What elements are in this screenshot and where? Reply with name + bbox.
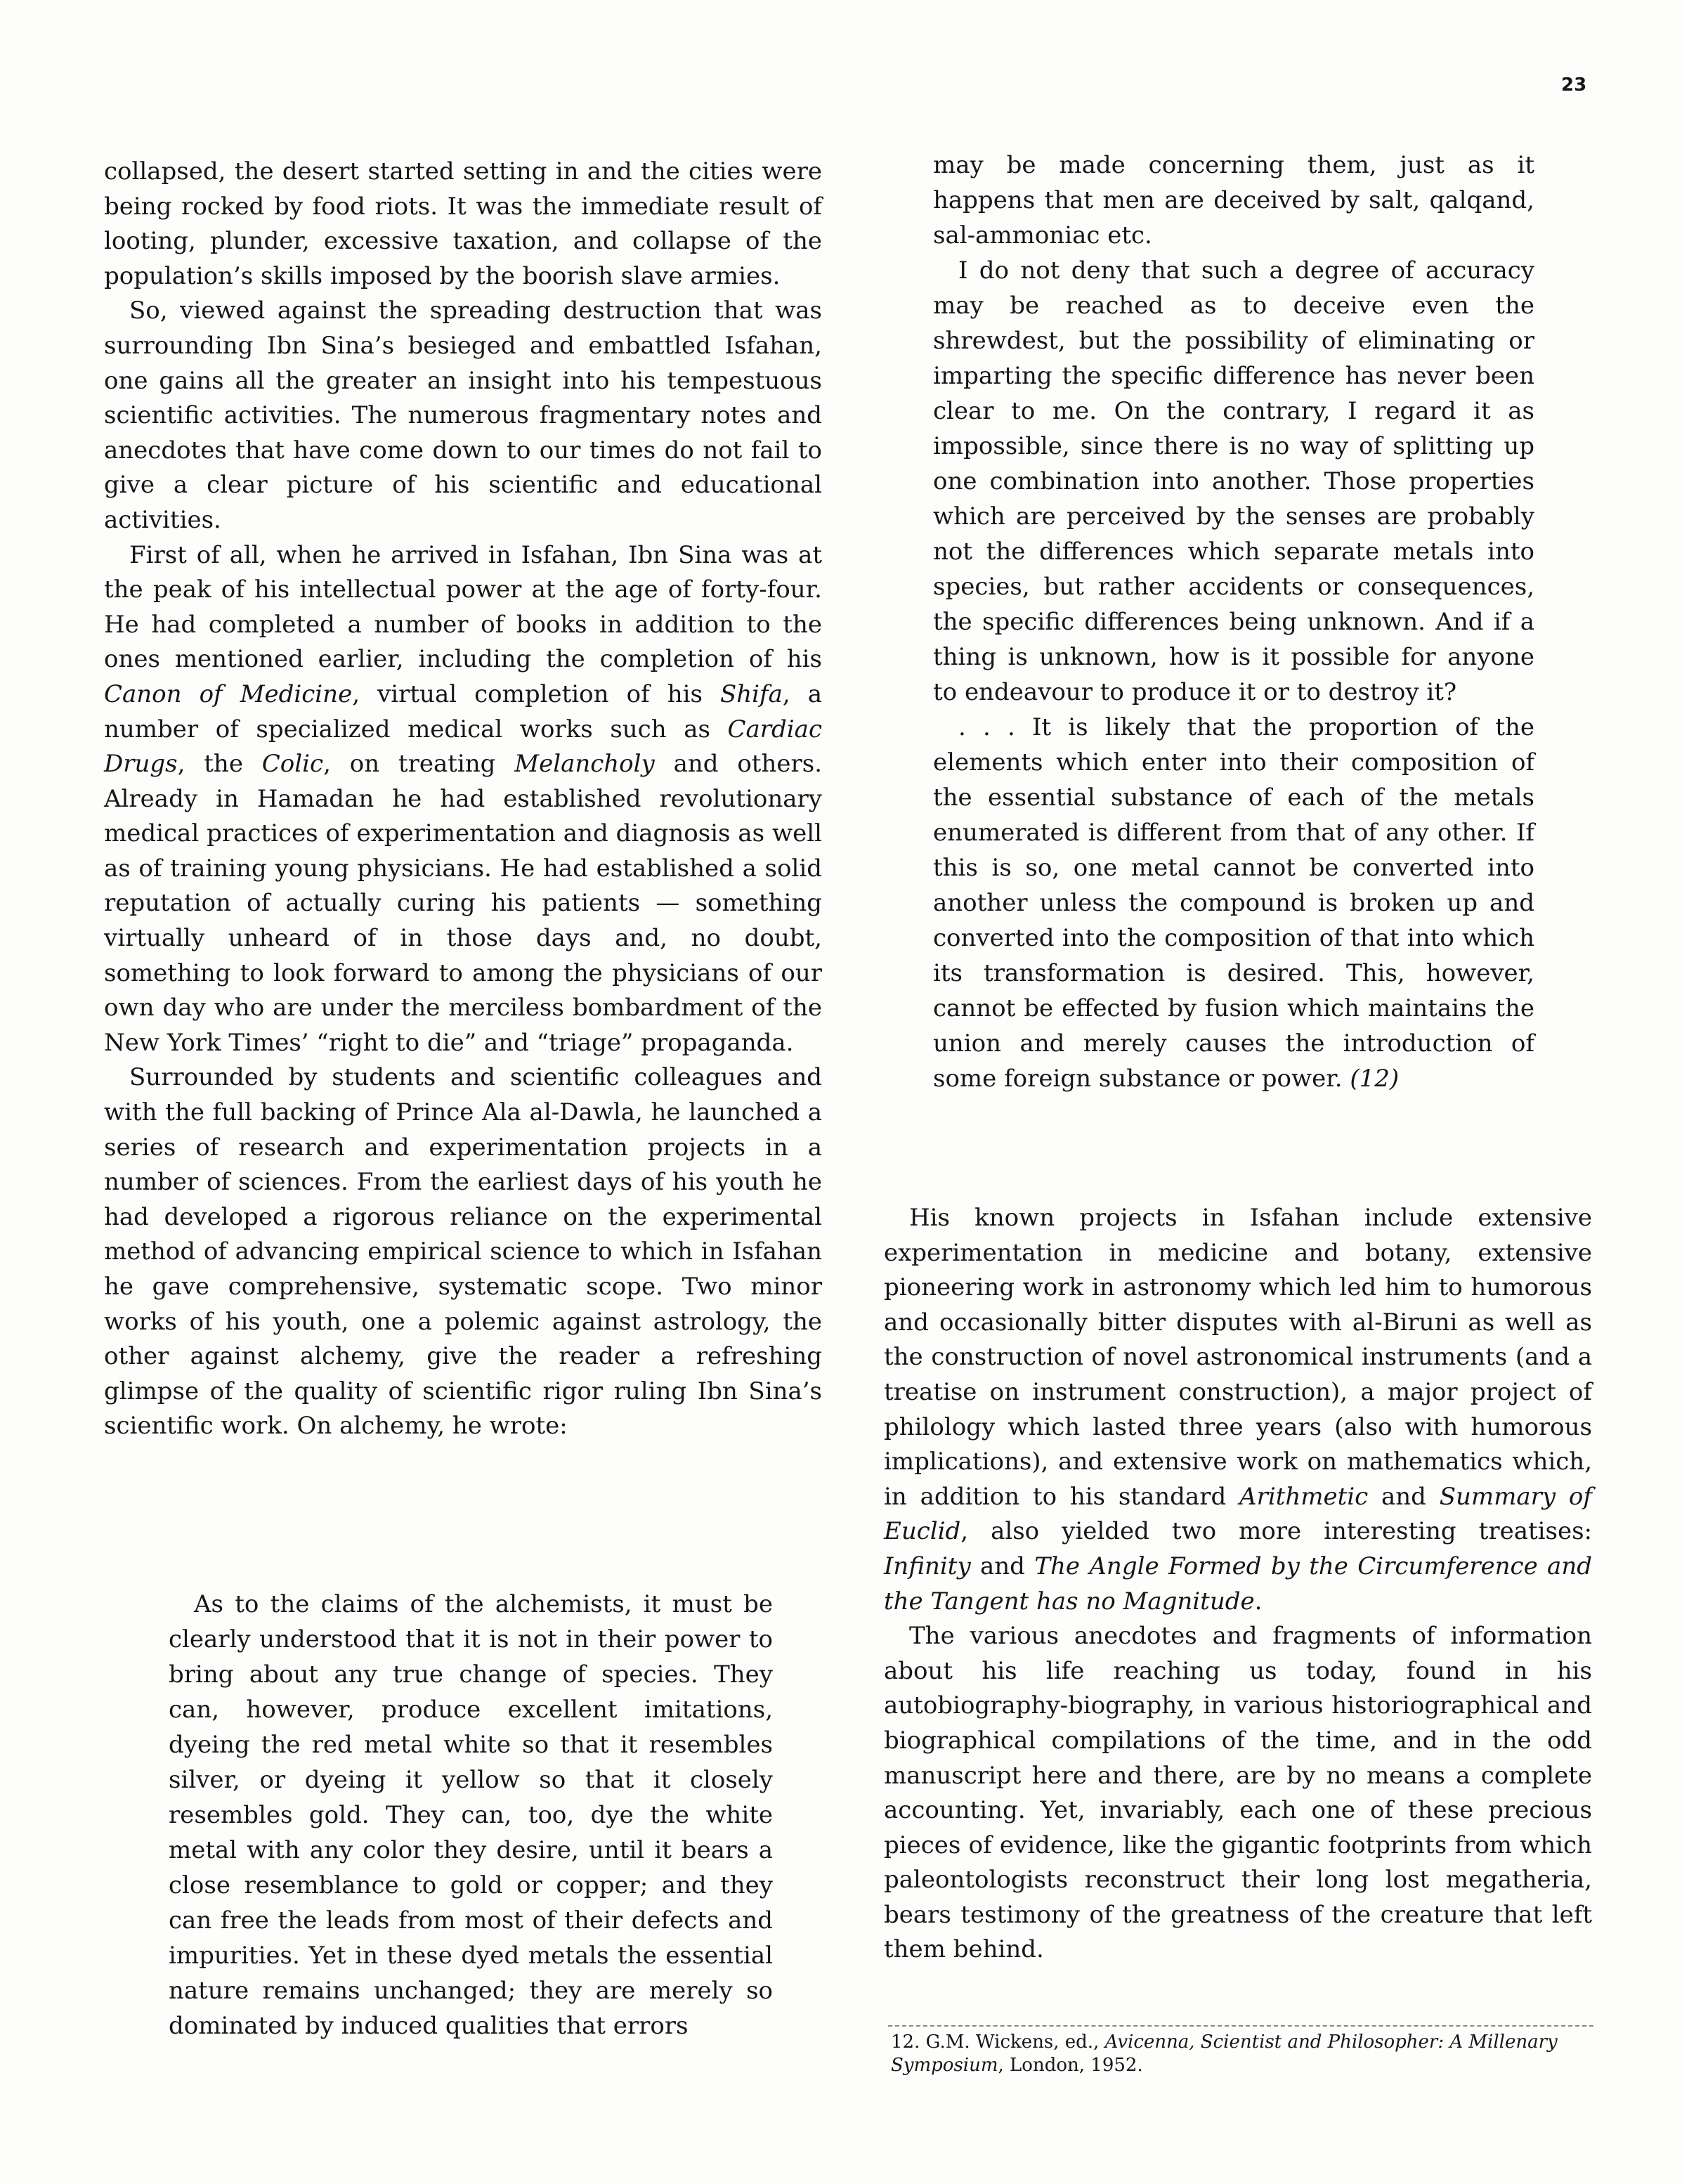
paragraph: The various anecdotes and fragments of information about his life reaching us today, found in his autobiography-biography, in various historiographical and biographical compilations of the time, and in the odd manuscript here and there, are by no means a complete accounting. Yet, invariably, each one of these precious pieces of evidence, like the gigantic footprints from which paleontologists reconstruct their long lost megatheria, bears testimony of the greatness of the creature that left them behind. [884, 1622, 1592, 1964]
footnote: 12. G.M. Wickens, ed., Avicenna, Scientist and Philosopher: A Millenary Symposium, London, 1952. [891, 2032, 1558, 2076]
right-column [884, 1201, 1592, 1968]
quote-paragraph: may be made concerning them, just as it happens that men are deceived by salt, qalqand, sal-ammoniac etc. [933, 151, 1534, 249]
paragraph: Surrounded by students and scientific colleagues and with the full backing of Prince Ala al-Dawla, he launched a series of research and experimentation projects in a number of sciences. From the earliest days of his youth he had developed a rigorous reliance on the experimental method of advancing empirical science to which in Isfahan he gave comprehensive, systematic scope. Two minor works of his youth, one a polemic against astrology, the other against alchemy, give the reader a refreshing glimpse of the quality of scientific rigor ruling Ibn Sina’s scientific work. On alchemy, he wrote: [104, 1063, 822, 1441]
page-number: 23 [1561, 74, 1587, 96]
reference-marker: (12) [1350, 1065, 1400, 1093]
quote-paragraph: As to the claims of the alchemists, it must be clearly understood that it is not in their power to bring about any true change of species. They can, however, produce excellent imitations, dyeing the red metal white so that it resembles silver, or dyeing it yellow so that it closely resembles gold. They can, too, dye the white metal with any color they desire, until it bears a close resemblance to gold or copper; and they can free the leads from most of their defects and impurities. Yet in these dyed metals the essential nature remains unchanged; they are merely so dominated by induced qualities that errors [169, 1590, 773, 2040]
quote-paragraph: . . . It is likely that the proportion of the elements which enter into their composition of the essential substance of each of the metals enumerated is different from that of any other. If this is so, one metal cannot be converted into another unless the compound is broken up and converted into the composition of that into which its transformation is desired. This, however, cannot be effected by fusion which maintains the union and merely causes the introduction of some foreign substance or power. (12) [933, 713, 1534, 1093]
paragraph: First of all, when he arrived in Isfahan, Ibn Sina was at the peak of his intellectual power at the age of forty-four. He had completed a number of books in addition to the ones mentioned earlier, including the completion of his Canon of Medicine, virtual completion of his Shifa, a number of specialized medical works such as Cardiac Drugs, the Colic, on treating Melancholy and others. Already in Hamadan he had established revolutionary medical practices of experimentation and diagnosis as well as of training young physicians. He had established a solid reputation of actually curing his patients — something virtually unheard of in those days and, no doubt, something to look forward to among the physicians of our own day who are under the merciless bombardment of the New York Times’ “right to die” and “triage” propaganda. [104, 540, 822, 1057]
quote-paragraph: I do not deny that such a degree of accuracy may be reached as to deceive even the shrewdest, but the possibility of eliminating or imparting the specific difference has never been clear to me. On the contrary, I regard it as impossible, since there is no way of splitting up one combination into another. Those properties which are perceived by the senses are probably not the differences which separate metals into species, but rather accidents or consequences, the specific differences being unknown. And if a thing is unknown, how is it possible for anyone to endeavour to produce it or to destroy it? [933, 256, 1534, 706]
left-column [104, 155, 822, 1444]
block-quote-continued [933, 148, 1534, 1096]
paragraph: So, viewed against the spreading destruction that was surrounding Ibn Sina’s besieged and embattled Isfahan, one gains all the greater an insight into his tempestuous scientific activities. The numerous fragmentary notes and anecdotes that have come down to our times do not fail to give a clear picture of his scientific and educational activities. [104, 297, 822, 534]
paragraph: collapsed, the desert started setting in and the cities were being rocked by food riots. It was the immediate result of looting, plunder, excessive taxation, and collapse of the population’s skills imposed by the boorish slave armies. [104, 157, 822, 290]
footnote-divider [888, 2025, 1593, 2027]
paragraph: His known projects in Isfahan include extensive experimentation in medicine and botany, extensive pioneering work in astronomy which led him to humorous and occasionally bitter disputes with al-Biruni as well as the construction of novel astronomical instruments (and a treatise on instrument construction), a major project of philology which lasted three years (also with humorous implications), and extensive work on mathematics which, in addition to his standard Arithmetic and Summary of Euclid, also yielded two more interesting treatises: Infinity and The Angle Formed by the Circumference and the Tangent has no Magnitude. [884, 1204, 1592, 1616]
block-quote [169, 1587, 773, 2043]
